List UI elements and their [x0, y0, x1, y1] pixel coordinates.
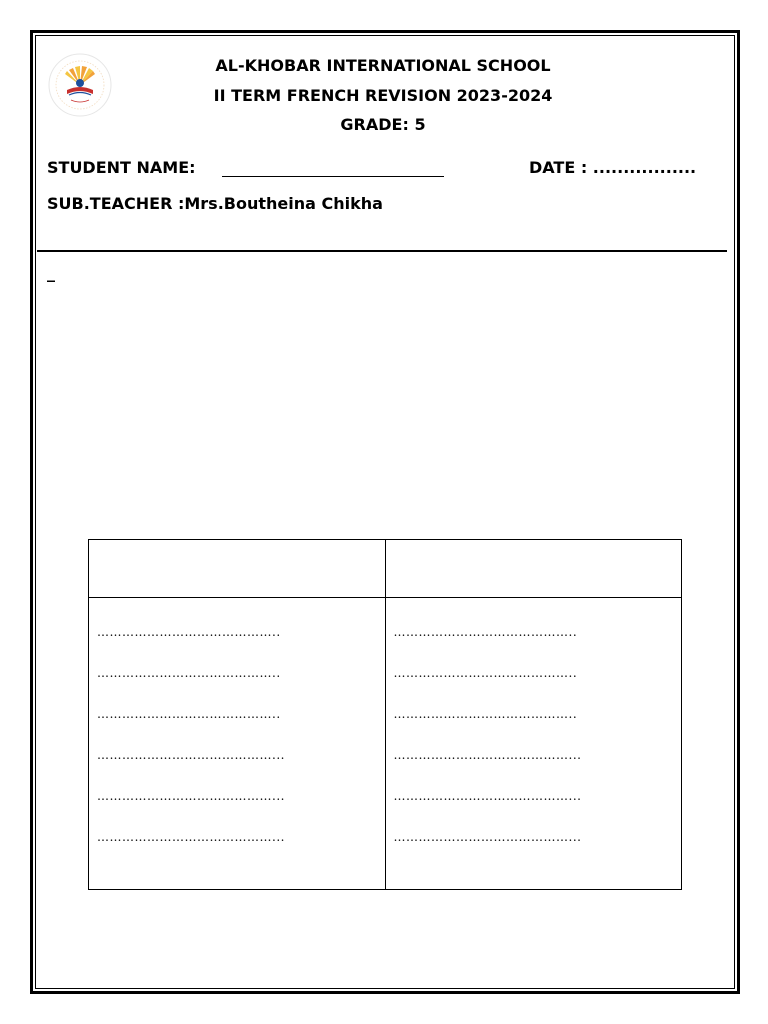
answer-line[interactable]: ……………………………………...: [97, 830, 285, 844]
answer-line[interactable]: ……………………………………...: [393, 748, 582, 762]
answer-line[interactable]: ……………………………………..: [97, 666, 281, 680]
student-name-field[interactable]: [222, 176, 444, 177]
student-name-label: STUDENT NAME:: [47, 158, 196, 177]
school-name: AL-KHOBAR INTERNATIONAL SCHOOL: [215, 56, 551, 75]
grade-label: GRADE: 5: [340, 115, 426, 134]
table-header-right: [385, 540, 682, 598]
separator-line: [37, 250, 727, 252]
separator-dash: _: [47, 263, 55, 282]
answer-line[interactable]: ……………………………………..: [97, 625, 281, 639]
answer-line[interactable]: ……………………………………..: [393, 707, 578, 721]
answer-table: [88, 539, 682, 890]
answer-line[interactable]: ……………………………………...: [97, 789, 285, 803]
table-header-left: [89, 540, 386, 598]
date-field[interactable]: DATE : .................: [529, 158, 697, 177]
answer-line[interactable]: ……………………………………..: [393, 666, 578, 680]
answer-line[interactable]: ……………………………………...: [393, 789, 582, 803]
answer-line[interactable]: ……………………………………...: [97, 748, 285, 762]
document-title: II TERM FRENCH REVISION 2023-2024: [213, 86, 553, 105]
teacher-label: SUB.TEACHER :Mrs.Boutheina Chikha: [47, 194, 383, 213]
answer-line[interactable]: ……………………………………..: [393, 625, 578, 639]
answer-column-right: [385, 598, 682, 890]
table-body-row: [89, 598, 682, 890]
answer-column-left: [89, 598, 386, 890]
answer-line[interactable]: ……………………………………..: [97, 707, 281, 721]
table-header-row: [89, 540, 682, 598]
answer-line[interactable]: ……………………………………...: [393, 830, 582, 844]
